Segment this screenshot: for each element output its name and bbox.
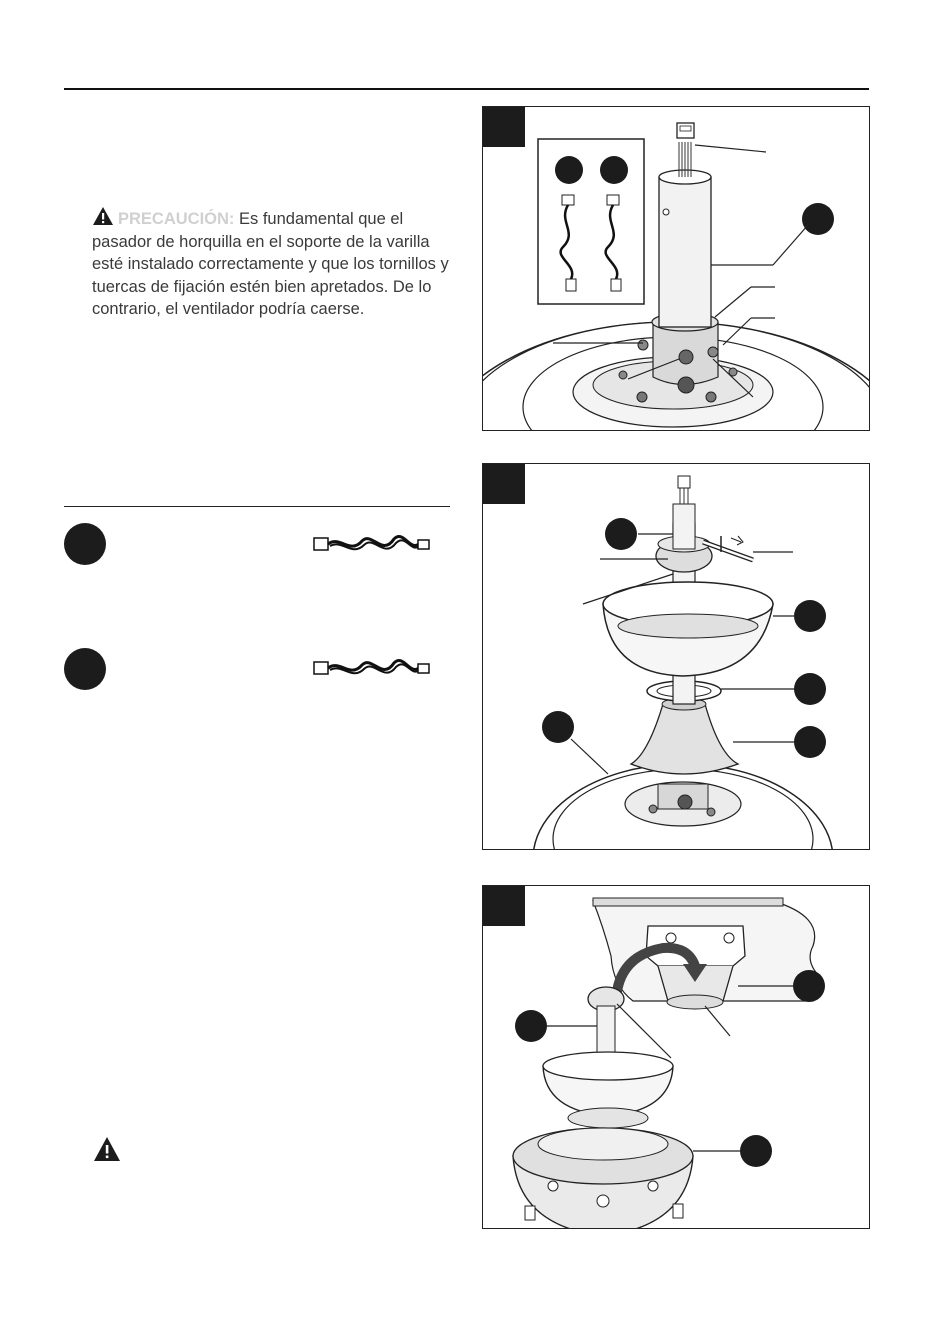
step-tab-3 — [483, 886, 525, 926]
wire-harness-icon — [312, 651, 437, 687]
canopy-assembly-illustration — [483, 464, 869, 849]
section-rule — [64, 506, 450, 507]
hanging-fan-illustration — [483, 886, 869, 1228]
header-rule — [64, 88, 869, 90]
caution-label: PRECAUCIÓN: — [118, 210, 235, 228]
step-tab-2 — [483, 464, 525, 504]
wire-harness-icon — [312, 527, 437, 563]
part-badge-1 — [64, 523, 106, 565]
figure-panel-2 — [482, 463, 870, 850]
caution-notice — [92, 206, 454, 321]
warning-triangle-icon — [92, 206, 114, 226]
figure-panel-1 — [482, 106, 870, 431]
part-badge-2 — [64, 648, 106, 690]
downrod-assembly-illustration — [483, 107, 869, 430]
figure-panel-3 — [482, 885, 870, 1229]
step-tab-1 — [483, 107, 525, 147]
caution-text: Es fundamental que el pasador de horquilla en el soporte de la varilla esté instalado correctamente y que los tornillos y tuercas de fijación estén bien apretados. De lo contrario, el ventilador podría caerse. — [92, 210, 449, 318]
warning-triangle-icon — [93, 1136, 121, 1162]
